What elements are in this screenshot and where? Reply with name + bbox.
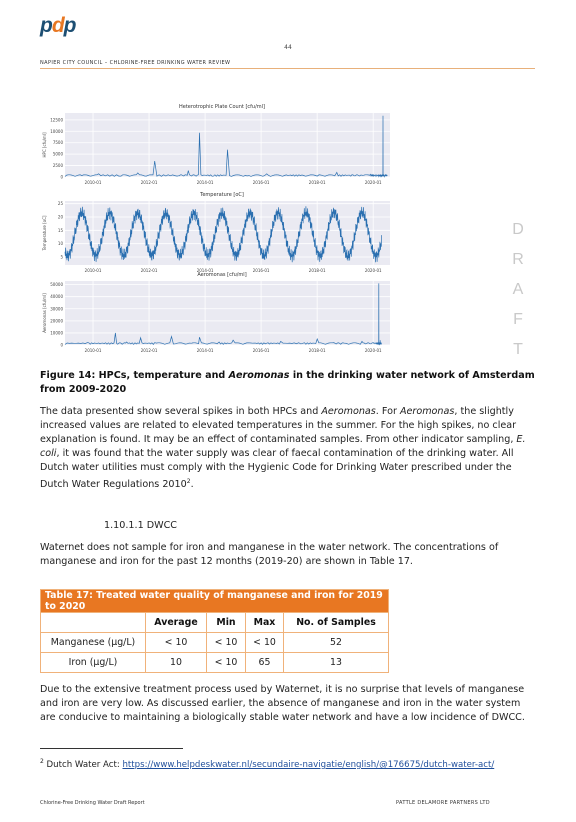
pdp-logo: pdp <box>40 14 76 37</box>
watermark-letter: A <box>512 281 524 298</box>
footnote-ref[interactable]: 2 <box>186 478 191 485</box>
body-paragraph-3: Due to the extensive treatment process used by Waternet, it is no surprise that levels of manganese and iron are very low. As discussed earlier, the absence of manganese and iron in the water system are conducive to maintaining a biologically stable water network and have a low incidence of DWCC. <box>40 684 525 723</box>
y-axis-label: Aeromonas [cfu/ml] <box>42 293 47 333</box>
y-tick-label: 0 <box>60 342 63 348</box>
table-header: Max <box>246 613 284 633</box>
table-cell: < 10 <box>207 653 246 673</box>
table-cell: 13 <box>284 653 389 673</box>
y-tick-label: 5 <box>60 254 63 260</box>
y-tick-label: 25 <box>57 201 63 207</box>
y-axis-label: HPC [cfu/ml] <box>42 132 47 158</box>
y-axis-label: Temperature [oC] <box>42 215 47 251</box>
watermark-letter: F <box>513 311 523 328</box>
y-tick-label: 10000 <box>50 128 63 134</box>
temperature-chart <box>40 199 395 279</box>
plot-area <box>65 281 390 345</box>
y-tick-label: 10 <box>57 241 63 247</box>
x-tick-label: 2016-01 <box>252 180 270 185</box>
plot-area <box>65 113 390 177</box>
x-tick-label: 2020-01 <box>364 180 382 185</box>
table-caption: Table 17: Treated water quality of manganese and iron for 2019 to 2020 <box>41 590 389 613</box>
aeromonas-chart <box>40 279 395 359</box>
x-tick-label: 2010-01 <box>84 268 102 273</box>
x-tick-label: 2018-01 <box>308 180 326 185</box>
y-tick-label: 30000 <box>50 306 63 312</box>
table-cell: 52 <box>284 633 389 653</box>
figure-14 <box>40 103 395 365</box>
table-cell: < 10 <box>207 633 246 653</box>
hpc-chart-title: Heterotrophic Plate Count [cfu/ml] <box>179 104 265 110</box>
y-tick-label: 2500 <box>52 163 63 169</box>
y-tick-label: 15 <box>57 227 63 233</box>
x-tick-label: 2018-01 <box>308 348 326 353</box>
x-tick-label: 2018-01 <box>308 268 326 273</box>
table-row <box>41 633 389 653</box>
table-cell: 10 <box>146 653 207 673</box>
x-tick-label: 2020-01 <box>364 348 382 353</box>
y-tick-label: 5000 <box>52 151 63 157</box>
y-tick-label: 12500 <box>50 117 63 123</box>
x-tick-label: 2012-01 <box>140 268 158 273</box>
x-tick-label: 2014-01 <box>196 268 214 273</box>
footer-company: PATTLE DELAMORE PARTNERS LTD <box>396 800 490 806</box>
y-tick-label: 50000 <box>50 282 63 288</box>
footnote-divider <box>40 748 183 749</box>
x-tick-label: 2010-01 <box>84 348 102 353</box>
x-tick-label: 2010-01 <box>84 180 102 185</box>
footer-report-title: Chlorine-Free Drinking Water Draft Report <box>40 800 145 806</box>
table-cell: 65 <box>246 653 284 673</box>
table-row <box>41 653 389 673</box>
y-tick-label: 0 <box>60 174 63 180</box>
y-tick-label: 10000 <box>50 330 63 336</box>
x-tick-label: 2012-01 <box>140 180 158 185</box>
aeromonas-chart-title: Aeromonas [cfu/ml] <box>197 272 247 278</box>
x-tick-label: 2020-01 <box>364 268 382 273</box>
figure-caption: Figure 14: HPCs, temperature and Aeromonas in the drinking water network of Amsterdam from 2009-2020 <box>40 370 535 395</box>
document-header-title: NAPIER CITY COUNCIL – CHLORINE-FREE DRINKING WATER REVIEW <box>40 60 231 66</box>
table-header: No. of Samples <box>284 613 389 633</box>
table-header: Average <box>146 613 207 633</box>
page-number: 44 <box>284 44 292 51</box>
hpc-chart <box>40 111 395 191</box>
table-cell: Iron (µg/L) <box>41 653 146 673</box>
table-cell: < 10 <box>146 633 207 653</box>
body-paragraph-2: Waternet does not sample for iron and manganese in the water network. The concentrations of manganese and iron for the past 12 months (2019-20) are shown in Table 17. <box>40 542 499 567</box>
temperature-chart-title: Temperature [oC] <box>200 192 244 198</box>
body-paragraph-1: The data presented show several spikes in both HPCs and Aeromonas. For Aeromonas, the slightly increased values are related to elevated temperatures in the summer. For the high spikes, no clear explanation is found. It may be an effect of contaminated samples. From other indicator sampling, E. coli, it was found that the water supply was clear of faecal contamination of the drinking water. All Dutch water utilities must comply with the Hygienic Code for Drinking Water prescribed under the Dutch Water Regulations 2010$^2$. <box>40 406 526 491</box>
footnote: $^2$ Dutch Water Act: https://www.helpdeskwater.nl/secundaire-navigatie/english/@176675/dutch-water-act/ <box>40 758 495 770</box>
draft-watermark <box>508 215 528 365</box>
x-tick-label: 2012-01 <box>140 348 158 353</box>
table-cell: Manganese (µg/L) <box>41 633 146 653</box>
watermark-letter: R <box>512 251 524 268</box>
table-header <box>41 613 146 633</box>
y-tick-label: 7500 <box>52 140 63 146</box>
y-tick-label: 20000 <box>50 318 63 324</box>
header-divider <box>40 68 535 69</box>
x-tick-label: 2016-01 <box>252 268 270 273</box>
table-17 <box>40 589 389 673</box>
table-cell: < 10 <box>246 633 284 653</box>
x-tick-label: 2014-01 <box>196 180 214 185</box>
table-header-row <box>41 613 389 633</box>
x-tick-label: 2016-01 <box>252 348 270 353</box>
x-tick-label: 2014-01 <box>196 348 214 353</box>
section-heading: 1.10.1.1 DWCC <box>104 520 177 531</box>
y-tick-label: 40000 <box>50 294 63 300</box>
y-tick-label: 20 <box>57 214 63 220</box>
table-header: Min <box>207 613 246 633</box>
watermark-letter: T <box>513 341 523 358</box>
watermark-letter: D <box>512 221 524 238</box>
footnote-link[interactable]: https://www.helpdeskwater.nl/secundaire-navigatie/english/@176675/dutch-water-act/ <box>122 759 495 770</box>
